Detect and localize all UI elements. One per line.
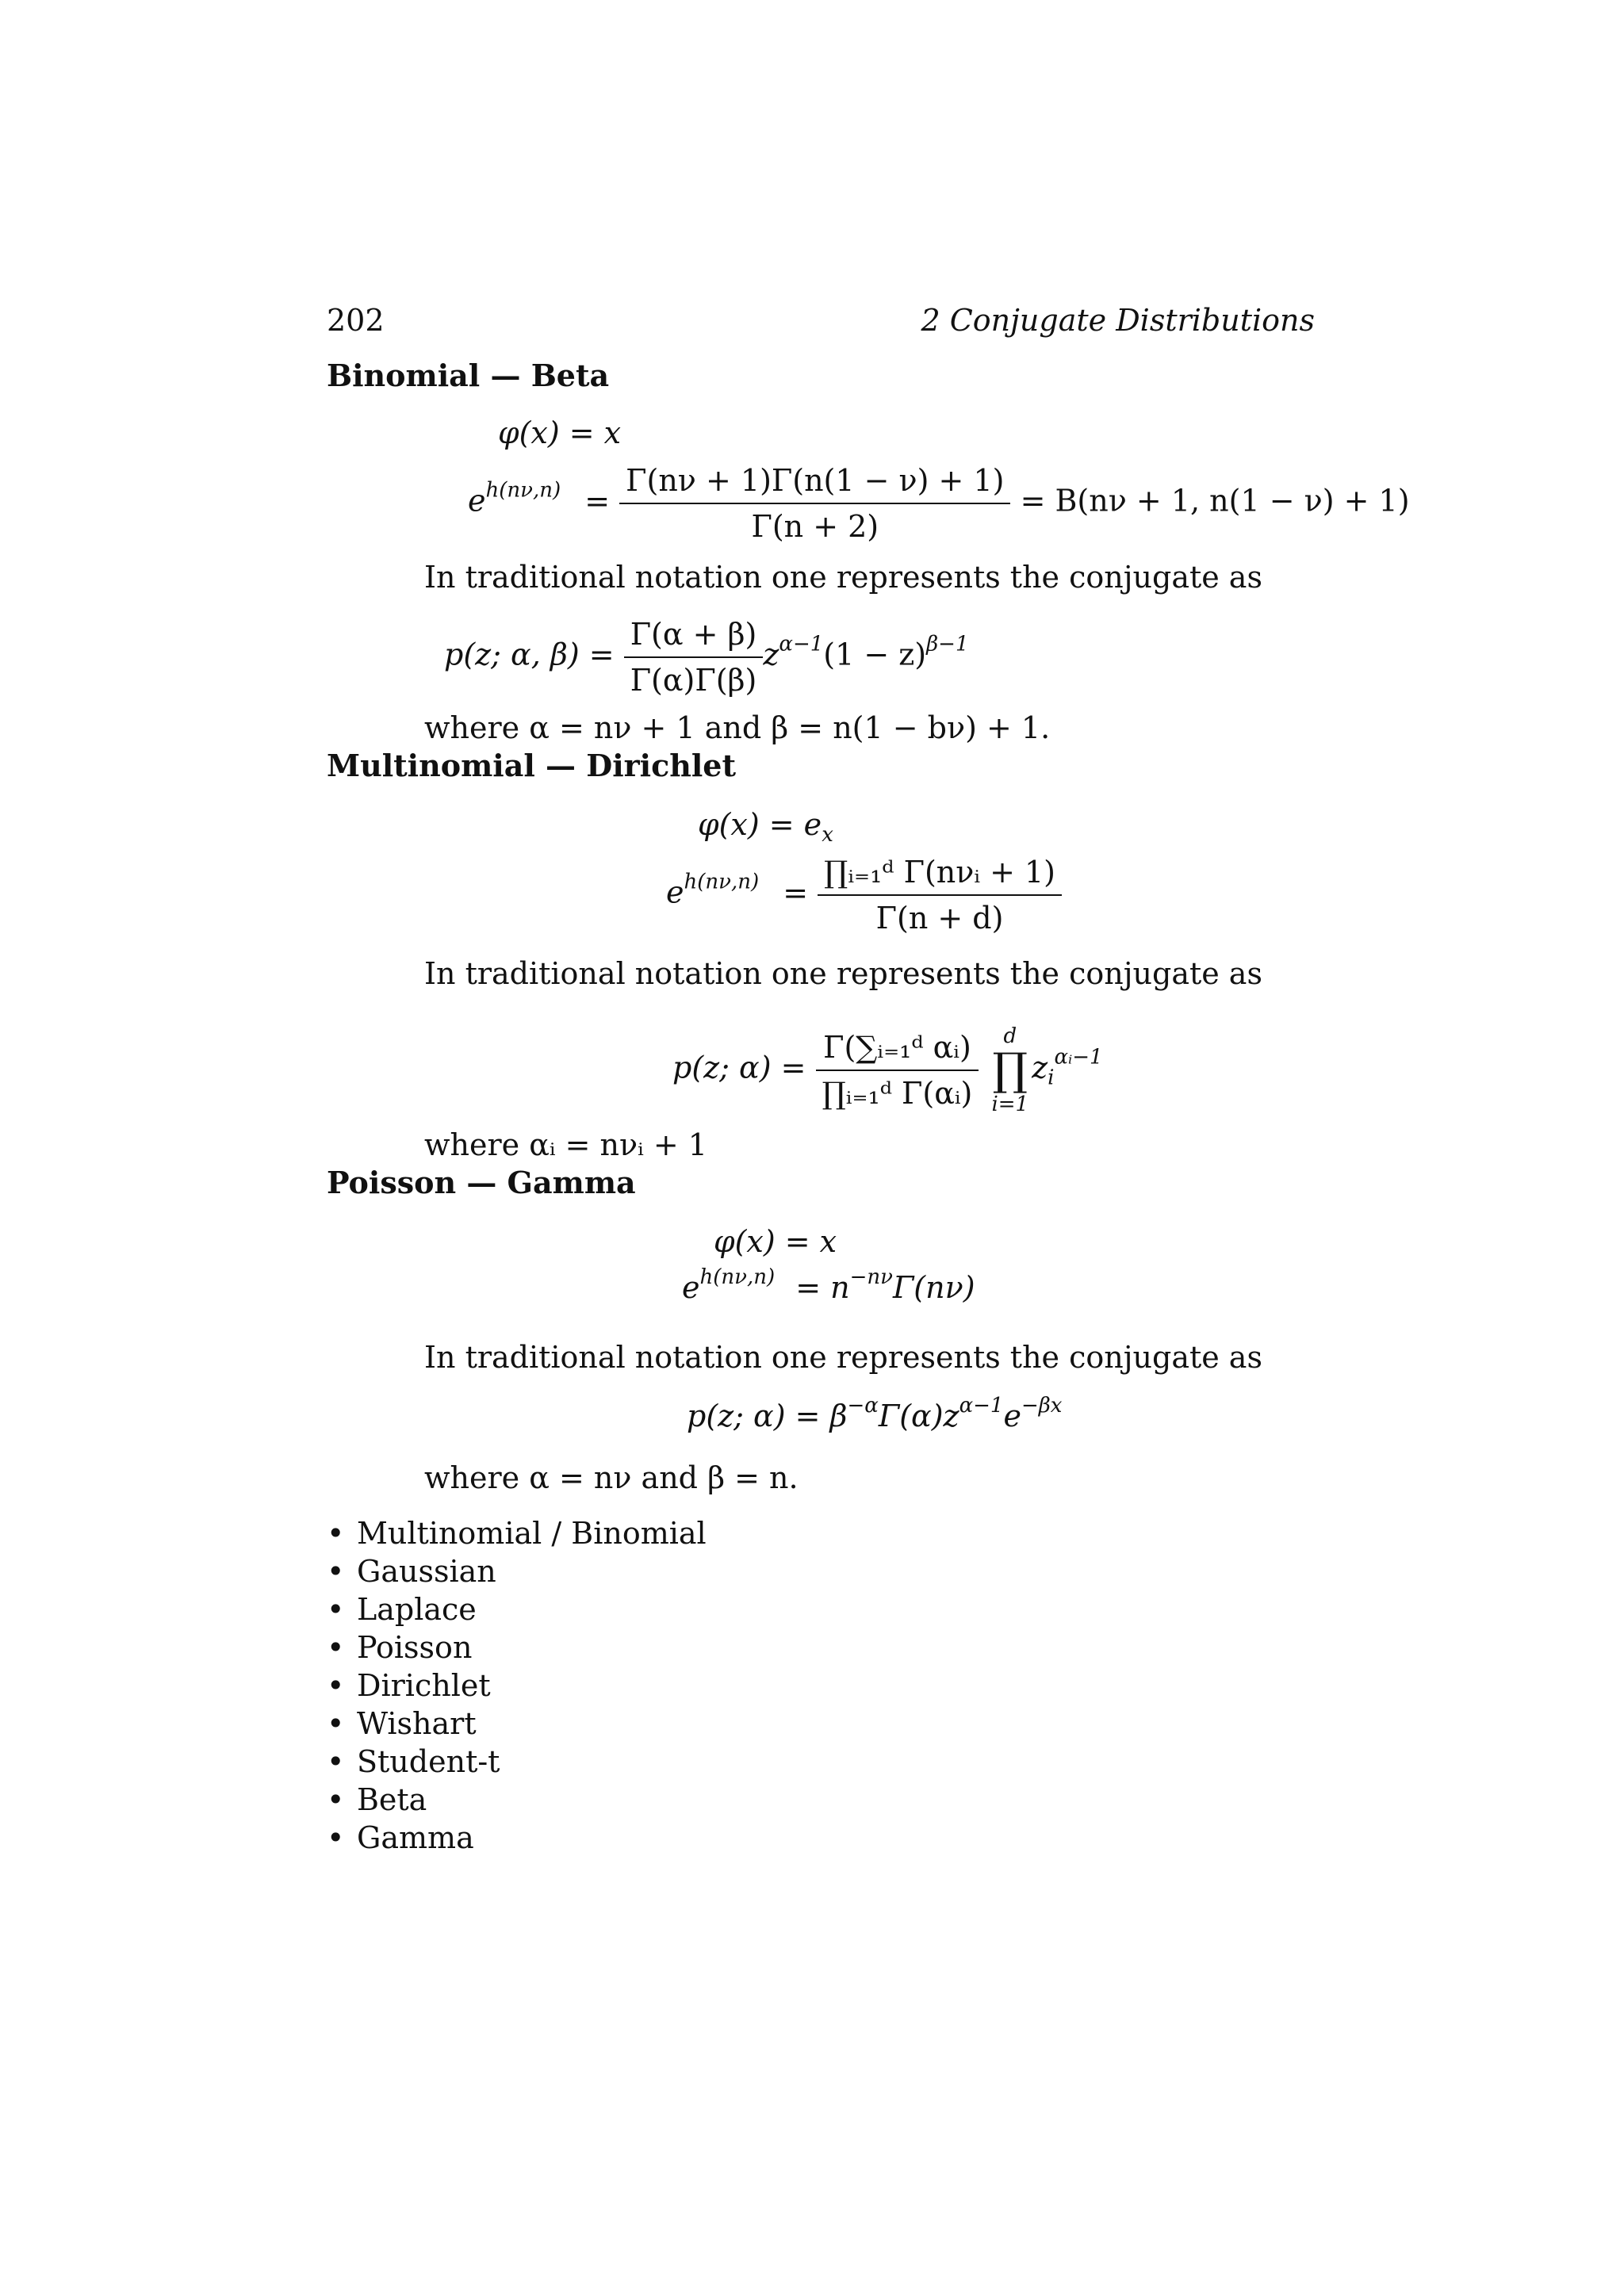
h-lhs-sup: h(nν,n) bbox=[485, 478, 561, 503]
h-lhs: e bbox=[468, 483, 486, 519]
p-mid: Γ(α)z bbox=[878, 1399, 959, 1433]
bullet-icon: • bbox=[327, 1516, 345, 1551]
intro-text-binomial: In traditional notation one represents the conjugate as bbox=[424, 560, 1262, 595]
p-sup1: −α bbox=[847, 1394, 879, 1418]
p-e: e bbox=[1003, 1399, 1021, 1433]
p-prod-bottom: i=1 bbox=[991, 1093, 1029, 1116]
p-lhs: p(z; α) = bbox=[672, 1050, 806, 1085]
h-rhs2: Γ(nν) bbox=[892, 1270, 975, 1305]
p-z-sup: αᵢ−1 bbox=[1054, 1045, 1103, 1070]
bullet-icon: • bbox=[327, 1820, 345, 1855]
p-rhs2-sup: β−1 bbox=[926, 632, 969, 656]
phi-equation-poisson: φ(x) = x bbox=[714, 1224, 837, 1259]
bullet-icon: • bbox=[327, 1554, 345, 1589]
list-item-label: Gamma bbox=[357, 1820, 474, 1855]
h-rhs: = n bbox=[795, 1270, 850, 1305]
h-fraction bbox=[619, 461, 1010, 545]
p-sup3: −βx bbox=[1021, 1394, 1063, 1418]
list-item-label: Student-t bbox=[357, 1744, 500, 1779]
p-rhs2: (1 − z) bbox=[823, 637, 927, 672]
h-lhs: e bbox=[682, 1270, 700, 1305]
list-item-label: Poisson bbox=[357, 1630, 473, 1665]
list-item bbox=[327, 1781, 707, 1819]
phi-text: φ(x) = e bbox=[698, 807, 822, 842]
p-z: z bbox=[763, 637, 779, 672]
p-z-sub: i bbox=[1048, 1066, 1055, 1090]
p-denominator: ∏ᵢ₌₁ᵈ Γ(αᵢ) bbox=[816, 1070, 979, 1112]
section-heading-binomial-beta: Binomial — Beta bbox=[327, 358, 610, 393]
bullet-icon: • bbox=[327, 1668, 345, 1703]
list-item bbox=[327, 1819, 707, 1857]
p-z: z bbox=[1032, 1050, 1048, 1085]
phi-equation-binomial: φ(x) = x bbox=[498, 415, 622, 450]
p-numerator: Γ(α + β) bbox=[630, 617, 757, 652]
h-rhs-sup: −nν bbox=[849, 1265, 893, 1289]
where-text-binomial: where α = nν + 1 and β = n(1 − bν) + 1. bbox=[424, 710, 1051, 745]
section-heading-multinomial-dirichlet: Multinomial — Dirichlet bbox=[327, 748, 737, 783]
h-equals: = bbox=[783, 874, 809, 910]
h-equals: = bbox=[584, 483, 611, 519]
h-lhs-sup: h(nν,n) bbox=[684, 870, 760, 894]
intro-text-poisson: In traditional notation one represents the conjugate as bbox=[424, 1340, 1262, 1375]
list-item bbox=[327, 1667, 707, 1705]
bullet-icon: • bbox=[327, 1782, 345, 1817]
list-item-label: Multinomial / Binomial bbox=[357, 1516, 707, 1551]
list-item bbox=[327, 1743, 707, 1781]
h-lhs-sup: h(nν,n) bbox=[699, 1265, 776, 1289]
p-numerator: Γ(∑ᵢ₌₁ᵈ αᵢ) bbox=[823, 1030, 971, 1065]
p-sup2: α−1 bbox=[959, 1394, 1004, 1418]
p-equation-binomial bbox=[444, 615, 969, 699]
phi-equation-multinomial bbox=[698, 806, 833, 847]
list-item-label: Gaussian bbox=[357, 1554, 496, 1589]
h-equation-poisson bbox=[682, 1265, 975, 1307]
intro-text-multinomial: In traditional notation one represents the conjugate as bbox=[424, 956, 1262, 991]
phi-sub: x bbox=[822, 823, 833, 847]
p-z-sup: α−1 bbox=[779, 632, 824, 656]
list-item bbox=[327, 1705, 707, 1743]
list-item bbox=[327, 1590, 707, 1628]
h-rhs: = B(nν + 1, n(1 − ν) + 1) bbox=[1020, 483, 1410, 519]
list-item-label: Wishart bbox=[357, 1706, 477, 1741]
list-item-label: Beta bbox=[357, 1782, 427, 1817]
bullet-icon: • bbox=[327, 1744, 345, 1779]
where-text-poisson: where α = nν and β = n. bbox=[424, 1460, 799, 1495]
where-text-multinomial: where αᵢ = nνᵢ + 1 bbox=[424, 1127, 707, 1162]
p-equation-poisson bbox=[687, 1394, 1063, 1435]
p-prod-top: d bbox=[1003, 1024, 1017, 1048]
h-denominator: Γ(n + d) bbox=[818, 894, 1062, 937]
list-item bbox=[327, 1628, 707, 1667]
bullet-icon: • bbox=[327, 1592, 345, 1627]
p-lhs: p(z; α) = β bbox=[687, 1399, 848, 1433]
running-title: 2 Conjugate Distributions bbox=[921, 303, 1315, 338]
p-equation-multinomial bbox=[672, 1023, 1103, 1118]
list-item bbox=[327, 1514, 707, 1552]
p-denominator: Γ(α)Γ(β) bbox=[624, 656, 764, 699]
p-prod-symbol: ∏ bbox=[992, 1044, 1028, 1096]
list-item bbox=[327, 1552, 707, 1590]
h-equation-multinomial bbox=[666, 853, 1062, 937]
p-lhs: p(z; α, β) = bbox=[444, 637, 615, 672]
h-numerator: Γ(nν + 1)Γ(n(1 − ν) + 1) bbox=[626, 463, 1005, 498]
bullet-icon: • bbox=[327, 1630, 345, 1665]
page-number: 202 bbox=[327, 303, 385, 338]
list-item-label: Laplace bbox=[357, 1592, 477, 1627]
bullet-icon: • bbox=[327, 1706, 345, 1741]
h-numerator: ∏ᵢ₌₁ᵈ Γ(nνᵢ + 1) bbox=[824, 855, 1055, 890]
p-fraction bbox=[816, 1028, 979, 1112]
h-fraction bbox=[818, 853, 1062, 937]
distribution-list bbox=[327, 1514, 707, 1857]
section-heading-poisson-gamma: Poisson — Gamma bbox=[327, 1165, 636, 1200]
p-product-operator bbox=[991, 1023, 1028, 1118]
h-denominator: Γ(n + 2) bbox=[619, 503, 1010, 545]
list-item-label: Dirichlet bbox=[357, 1668, 491, 1703]
p-fraction bbox=[624, 615, 764, 699]
h-lhs: e bbox=[666, 874, 684, 910]
h-equation-binomial bbox=[468, 461, 1410, 545]
